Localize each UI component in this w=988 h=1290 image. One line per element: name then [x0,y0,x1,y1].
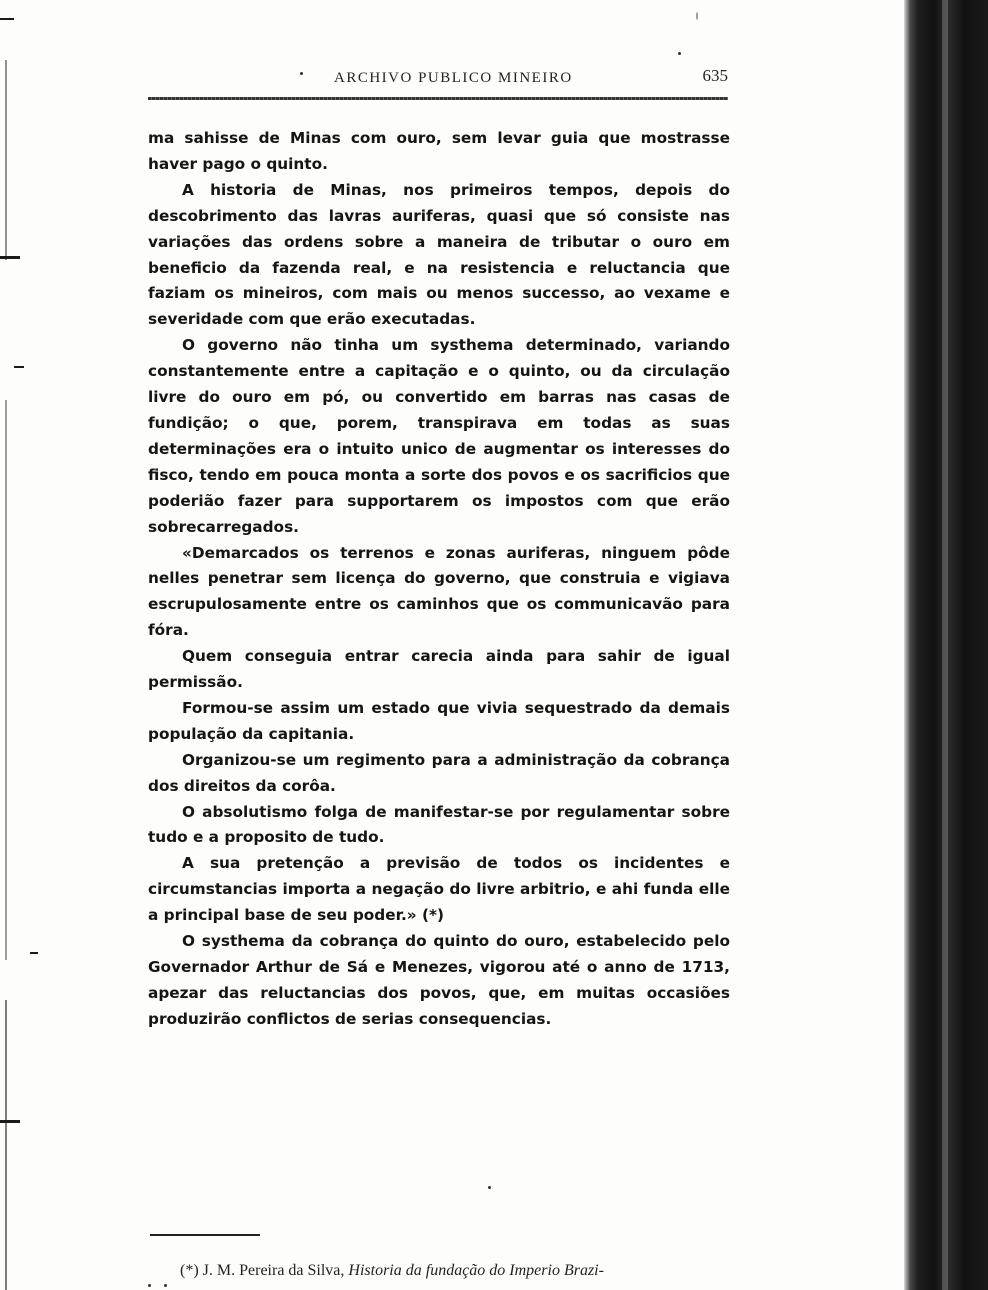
left-edge-line [5,1000,7,1290]
footnote [180,1262,740,1280]
paragraph: Organizou-se um regimento para a administração da cobrança dos direitos da corôa. [148,750,730,795]
paragraph: Quem conseguia entrar carecia ainda para sahir de igual permissão. [148,647,730,692]
left-edge-mark [14,366,24,368]
left-edge-mark [30,952,38,954]
paragraph: O governo não tinha um systhema determinado, variando constantemente entre a capitação e o quinto, ou da circulação livre do ouro em pó, ou convertido em barras nas casas de fundição; o que, porem, transpirava em todas as suas determinações era o intuito unico de augmentar os interesses do fisco, tendo em pouca monta a sorte dos povos e os sacrificios que poderião fazer para supportarem os impostos com que erão sobrecarregados. [148,336,730,536]
paragraph: O absolutismo folga de manifestar-se por regulamentar sobre tudo e a proposito de tudo. [148,802,730,847]
paragraph: Formou-se assim um estado que vivia sequestrado da demais população da capitania. [148,698,730,743]
left-edge-line [5,400,7,960]
left-edge-mark [0,256,20,259]
left-edge-line [5,60,7,260]
paragraph: A sua pretenção a previsão de todos os incidentes e circumstancias importa a negação do livre arbitrio, e ahi funda elle a principal base de seu poder.» (*) [148,854,730,925]
paragraph: «Demarcados os terrenos e zonas auriferas, ninguem pôde nelles penetrar sem licença do governo, que construia e vigiava escrupulosamente entre os caminhos que os communicavão para fóra. [148,543,730,640]
scan-speck [678,52,681,55]
footnote-rule [150,1234,260,1236]
scan-speck [148,1284,151,1287]
left-edge-mark [0,1120,20,1123]
page-number: 635 [702,66,728,85]
book-spine-highlight [942,0,948,1290]
paragraph: A historia de Minas, nos primeiros tempos, depois do descobrimento das lavras auriferas, quasi que só consiste nas variações das ordens sobre a maneira de tributar o ouro em beneficio da fazenda real, e na resistencia e reluctancia que faziam os mineiros, com mais ou menos successo, ao vexame e severidade com que erão executadas. [148,180,730,329]
scan-speck [696,12,698,20]
footnote-title: Historia da fundação do Imperio Brazi- [348,1262,604,1279]
body-text [148,126,730,1033]
scan-speck [164,1284,167,1287]
paragraph: O systhema da cobrança do quinto do ouro, estabelecido pelo Governador Arthur de Sá e Menezes, vigorou até o anno de 1713, apezar das reluctancias dos povos, que, em muitas occasiões produzirão conflictos de serias consequencias. [148,932,730,1028]
left-edge-mark [0,18,14,20]
page-header [148,66,734,90]
paragraph: ma sahisse de Minas com ouro, sem levar guia que mostrasse haver pago o quinto. [148,129,730,173]
footnote-marker: (*) J. M. Pereira da Silva, [180,1262,345,1279]
running-head: ARCHIVO PUBLICO MINEIRO [334,70,573,86]
scan-speck [488,1186,491,1189]
header-rule [148,97,728,100]
scan-speck [300,72,303,75]
